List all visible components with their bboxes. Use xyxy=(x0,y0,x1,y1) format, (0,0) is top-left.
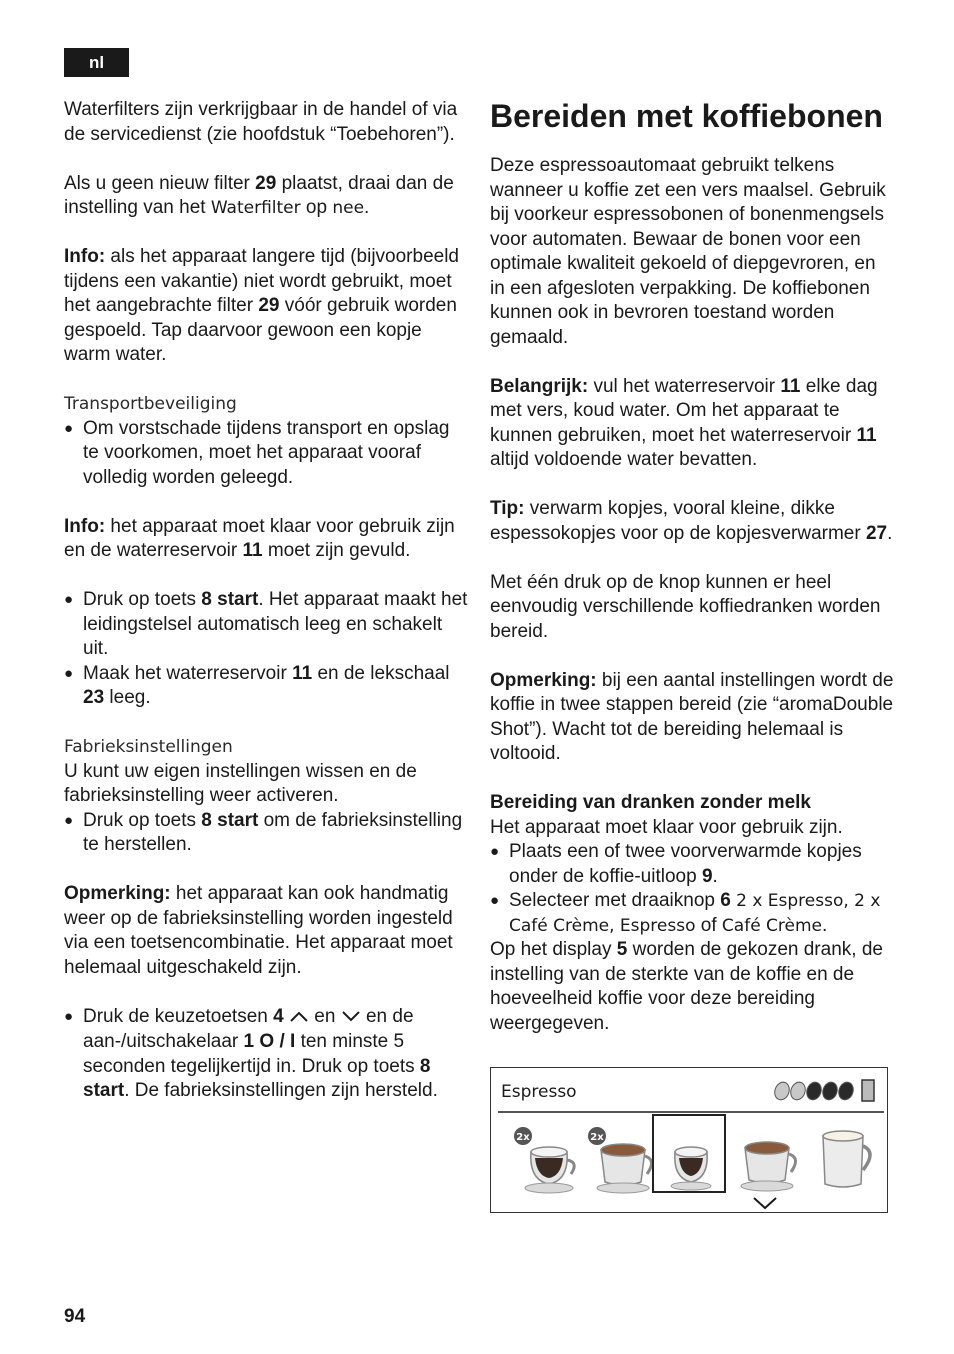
list-item: ● Druk op toets 8 start om de fabrieksinstelling te herstellen. xyxy=(64,809,469,858)
intro-paragraph: Deze espressoautomaat gebruikt telkens wanneer u koffie zet een vers maalsel. Gebruik bij voorkeur espressobonen of bonenmengsels voor automaten. Bewaar de bonen voor een optimale kwaliteit gekoeld of diepgevroren, en in een afgesloten verpakking. De koffiebonen kunnen ook in bevroren toestand worden gemaald. xyxy=(490,155,886,348)
list-item: ● Maak het waterreservoir 11 en de lekschaal 23 leeg. xyxy=(64,662,469,711)
left-column xyxy=(64,98,469,1104)
info-ready-paragraph: Info: het apparaat moet klaar voor gebruik zijn en de waterreservoir 11 moet zijn gevuld. xyxy=(64,515,455,561)
cup-cafe-creme-icon xyxy=(727,1122,807,1198)
strength-bean xyxy=(836,1080,855,1102)
transport-steps-list xyxy=(64,588,469,711)
svg-text:2x: 2x xyxy=(516,1132,530,1143)
cup-size-gauge xyxy=(862,1080,874,1101)
tip-paragraph: Tip: verwarm kopjes, vooral kleine, dikke espessokopjes voor op de kopjesverwarmer 27. xyxy=(490,498,893,544)
chevron-down-icon xyxy=(752,1196,778,1210)
one-press-paragraph: Met één druk op de knop kunnen er heel eenvoudig verschillende koffiedranken worden bereid. xyxy=(490,571,881,642)
no-milk-list xyxy=(490,840,895,938)
transport-list xyxy=(64,417,469,491)
strength-bean xyxy=(774,1080,792,1102)
strength-bean xyxy=(788,1080,807,1102)
list-item: ● Selecteer met draaiknop 6 2 x Espresso, 2 x Café Crème, Espresso of Café Crème. xyxy=(490,889,895,938)
note-paragraph: Opmerking: bij een aantal instellingen wordt de koffie in twee stappen bereid (zie “aromaDouble Shot”). Wacht tot de bereiding helemaal is voltooid. xyxy=(490,669,894,764)
page-number: 94 xyxy=(64,1306,86,1327)
no-milk-heading: Bereiding van dranken zonder melk xyxy=(490,792,811,813)
display-divider xyxy=(498,1111,884,1113)
right-column xyxy=(490,98,895,1036)
list-item: ● Druk de keuzetoetsen 4 en en de aan-/uitschakelaar 1 O / I ten minste 5 seconden tegelijkertijd in. Druk op toets 8 start. De fabrieksinstellingen zijn hersteld. xyxy=(64,1005,469,1104)
factory-paragraph: U kunt uw eigen instellingen wissen en de fabrieksinstelling weer activeren. xyxy=(64,760,417,806)
waterfilter-paragraph: Waterfilters zijn verkrijgbaar in de handel of via de servicedienst (zie hoofdstuk “Toebehoren”). xyxy=(64,99,458,145)
new-filter-paragraph: Als u geen nieuw filter 29 plaatst, draai dan de instelling van het Waterfilter op nee. xyxy=(64,172,454,218)
transport-heading: Transportbeveiliging xyxy=(64,394,237,414)
language-tab: nl xyxy=(64,48,129,77)
page-title: Bereiden met koffiebonen xyxy=(490,98,883,134)
list-item: ● Plaats een of twee voorverwarmde kopjes onder de koffie-uitloop 9. xyxy=(490,840,895,889)
cup-double-espresso-icon xyxy=(509,1122,589,1198)
strength-indicator-icon xyxy=(774,1078,884,1104)
strength-bean xyxy=(804,1080,823,1102)
note-paragraph: Opmerking: het apparaat kan ook handmatig weer op de fabrieksinstelling worden ingesteld via een toetsencombinatie. Het apparaat moet helemaal uitgeschakeld zijn. xyxy=(64,883,453,978)
chevron-down-icon xyxy=(341,1006,361,1031)
factory-heading: Fabrieksinstellingen xyxy=(64,737,233,757)
list-item: ● Druk op toets 8 start. Het apparaat maakt het leidingstelsel automatisch leeg en schakelt uit. xyxy=(64,588,469,662)
key-combo-list xyxy=(64,1005,469,1104)
strength-bean xyxy=(820,1080,839,1102)
list-item: ● Om vorstschade tijdens transport en opslag te voorkomen, moet het apparaat vooraf volledig worden geleegd. xyxy=(64,417,469,491)
no-milk-paragraph: Het apparaat moet klaar voor gebruik zijn. xyxy=(490,816,843,838)
svg-text:2x: 2x xyxy=(590,1132,604,1143)
cup-large-mug-icon xyxy=(805,1122,885,1198)
display-drink-label: Espresso xyxy=(501,1082,577,1102)
selected-cup-frame xyxy=(652,1114,726,1193)
factory-list xyxy=(64,809,469,858)
chevron-up-icon xyxy=(289,1006,309,1031)
info-filter-paragraph: Info: als het apparaat langere tijd (bijvoorbeeld tijdens een vakantie) niet wordt gebruikt, moet het aangebrachte filter 29 vóór gebruik worden gespoeld. Tap daarvoor gewoon een kopje warm water. xyxy=(64,246,459,365)
important-paragraph: Belangrijk: vul het waterreservoir 11 elke dag met vers, koud water. Om het apparaat te kunnen gebruiken, moet het waterreservoir 11 altijd voldoende water bevatten. xyxy=(490,375,878,470)
display-paragraph: Op het display 5 worden de gekozen drank, de instelling van de sterkte van de koffie en de hoeveelheid koffie voor deze bereiding weergegeven. xyxy=(490,939,883,1034)
display-illustration xyxy=(490,1067,888,1213)
